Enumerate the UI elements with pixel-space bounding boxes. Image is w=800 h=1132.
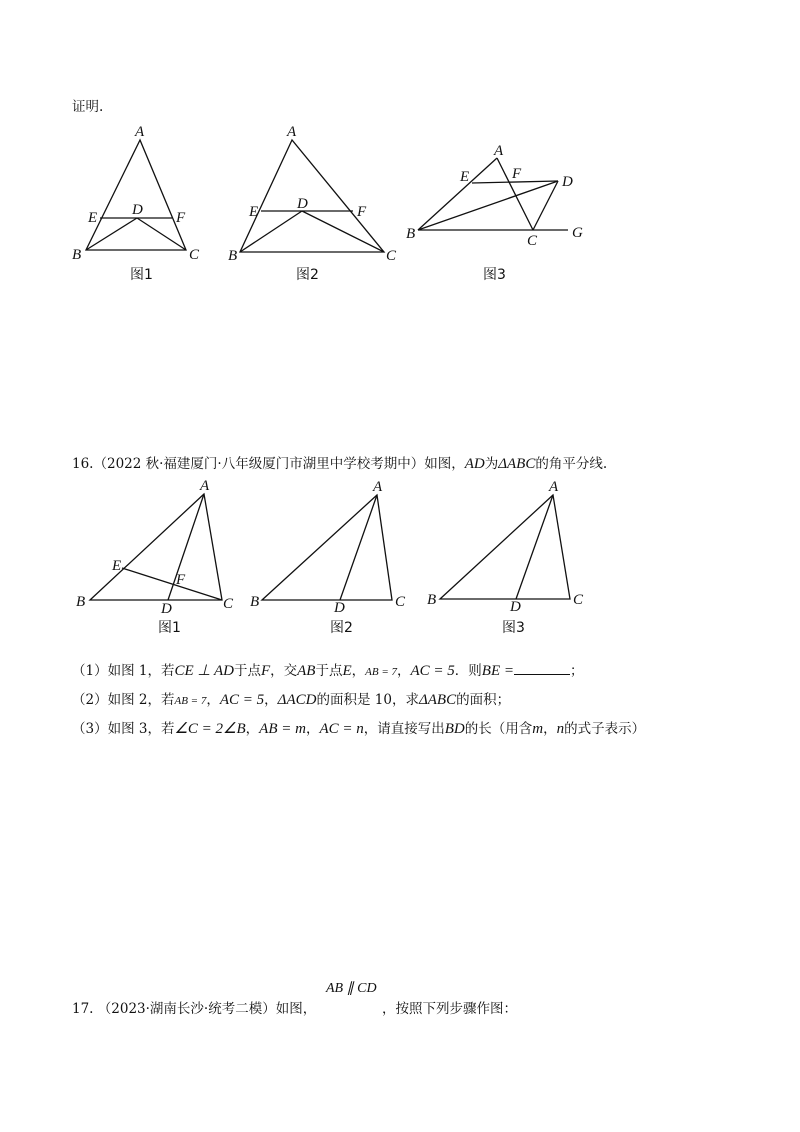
q16-p1-math-f: F	[260, 663, 271, 679]
q16-p1-text-h: ；	[570, 663, 584, 679]
q16-p1-math-ab7: AB = 7	[365, 666, 397, 678]
q16f3-label-C: C	[573, 592, 584, 608]
q16-part3	[72, 720, 645, 738]
q16-p3-math-acn: AC = n	[319, 721, 364, 737]
g1f1-label-C: C	[189, 247, 200, 263]
q16-stem-mid: 为	[484, 456, 499, 472]
q16-p1-math-e: E	[342, 663, 352, 679]
q16f3-label-A: A	[549, 479, 559, 495]
q17-number: 17.	[72, 1001, 94, 1017]
q16f3-label-B: B	[427, 592, 437, 608]
g1f1-label-D: D	[132, 202, 143, 218]
q16-part1	[72, 662, 584, 681]
q16-p2-text-c: ，	[264, 692, 278, 708]
q16-p3-math-n: n	[556, 721, 565, 737]
g1f1-label-F: F	[176, 210, 186, 226]
q16-p3-math-bd: BD	[444, 721, 465, 737]
q16-p2-math-abc: ΔABC	[418, 692, 457, 708]
q16-stem-tri: ΔABC	[498, 456, 536, 472]
q16f1-label-B: B	[76, 594, 86, 610]
q16-number: 16.	[72, 456, 94, 472]
intro-text: 证明.	[72, 99, 104, 115]
q16-p1-math-ab: AB	[297, 663, 316, 679]
q16-p3-math-angle: ∠C = 2∠B	[174, 721, 246, 737]
g1f1-label-E: E	[88, 210, 98, 226]
q16-stem	[72, 455, 607, 473]
q16f1-label-A: A	[200, 478, 210, 494]
q16f3-caption: 图3	[502, 620, 525, 636]
q16-p1-text-e: ，	[351, 663, 366, 679]
q16-p3-text-a: （3）如图 3，若	[72, 721, 175, 737]
g1f2-label-C: C	[386, 248, 397, 264]
q16-p1-math-ac5: AC = 5	[410, 663, 455, 679]
q16-p3-text-c: ，	[305, 721, 320, 737]
q16-fig2	[262, 495, 392, 600]
q16-p2-math-ab7: AB = 7	[174, 695, 207, 707]
q16-p1-text-g: ．则	[454, 663, 482, 679]
g1f2-label-D: D	[297, 196, 308, 212]
q16f1-caption: 图1	[158, 620, 181, 636]
g1f1-label-A: A	[135, 124, 145, 140]
q16-p3-text-f: ，	[543, 721, 557, 737]
q16-p2-math-acd: ΔACD	[277, 692, 317, 708]
q16f2-label-B: B	[250, 594, 260, 610]
q16-p3-text-d: ，请直接写出	[363, 721, 445, 737]
q16-p1-math-ce-perp-ad: CE ⊥ AD	[174, 663, 234, 679]
g1f3-label-F: F	[512, 166, 522, 182]
q16-p3-text-b: ，	[245, 721, 260, 737]
q16-p3-text-e: 的长（用含	[464, 721, 533, 737]
q16f1-label-E: E	[112, 558, 122, 574]
q16f2-caption: 图2	[330, 620, 353, 636]
g1f3-label-B: B	[406, 226, 416, 242]
g1f1-caption: 图1	[130, 267, 153, 283]
fig-group1-fig1	[86, 140, 186, 250]
q16-p2-text-a: （2）如图 2，若	[72, 692, 175, 708]
fig-group1-fig2	[240, 140, 384, 252]
g1f3-label-A: A	[494, 143, 504, 159]
q16-stem-math: AD	[464, 456, 485, 472]
g1f3-label-C: C	[527, 233, 538, 249]
g1f3-caption: 图3	[483, 267, 506, 283]
g1f2-label-A: A	[287, 124, 297, 140]
q16-p1-math-be: BE =	[481, 663, 514, 679]
q16-p1-text-f: ，	[397, 663, 411, 679]
g1f2-label-E: E	[249, 204, 259, 220]
q16-p1-text-c: ，交	[270, 663, 298, 679]
q16-p3-math-m: m	[532, 721, 544, 737]
q17-source: （2023·湖南长沙·统考二模）如图，	[97, 1001, 317, 1017]
q16-p2-text-d: 的面积是 10，求	[316, 692, 419, 708]
g1f2-label-B: B	[228, 248, 238, 264]
q17-stem	[72, 1000, 316, 1018]
q16-p1-text-b: 于点	[233, 663, 261, 679]
q16f1-label-F: F	[176, 572, 186, 588]
q16f1-label-C: C	[223, 596, 234, 612]
q17-end: ，按照下列步骤作图：	[382, 1001, 517, 1017]
q16-stem-end: 的角平分线.	[535, 456, 608, 472]
q16-p1-text-a: （1）如图 1，若	[72, 663, 175, 679]
q16-p1-text-d: 于点	[315, 663, 343, 679]
q16-fig3	[440, 495, 570, 599]
q16f2-label-C: C	[395, 594, 406, 610]
q16-p2-text-b: ，	[206, 692, 220, 708]
g1f3-label-E: E	[460, 169, 470, 185]
fig-group1-fig3	[418, 158, 568, 230]
q16-p3-text-g: 的式子表示）	[564, 721, 646, 737]
g1f2-caption: 图2	[296, 267, 319, 283]
g1f1-label-B: B	[72, 247, 82, 263]
q16-p3-math-abm: AB = m	[259, 721, 306, 737]
answer-blank[interactable]	[514, 662, 570, 675]
q16-source: （2022 秋·福建厦门·八年级厦门市湖里中学校考期中）如图，	[93, 456, 465, 472]
q16f2-label-D: D	[334, 600, 345, 616]
q16-p2-text-e: 的面积；	[456, 692, 511, 708]
q16-p2-math-ac5: AC = 5	[219, 692, 265, 708]
q16f1-label-D: D	[161, 601, 172, 617]
g1f2-label-F: F	[357, 204, 367, 220]
q17-math-ab-parallel-cd: AB ∥ CD	[326, 981, 377, 996]
q16-fig1	[90, 494, 222, 600]
g1f3-label-D: D	[562, 174, 573, 190]
q16-part2	[72, 691, 510, 710]
q16f2-label-A: A	[373, 479, 383, 495]
g1f3-label-G: G	[572, 225, 583, 241]
q16f3-label-D: D	[510, 599, 521, 615]
